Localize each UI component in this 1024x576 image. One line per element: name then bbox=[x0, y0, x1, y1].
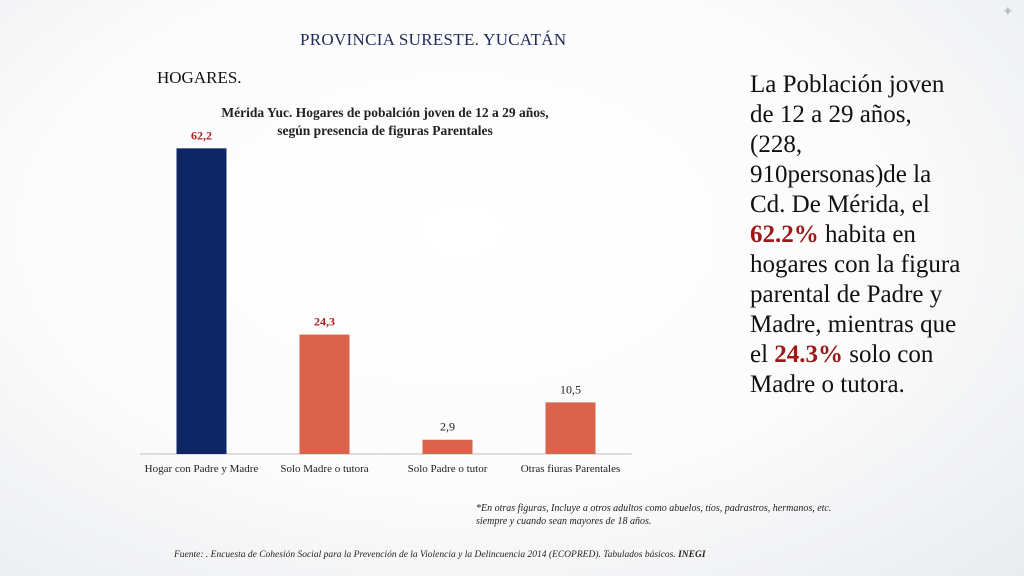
narrative-text bbox=[750, 70, 965, 400]
source-citation bbox=[174, 550, 706, 560]
footnote: *En otras figuras, Incluye a otros adultos como abuelos, tíos, padrastros, hermanos, etc. siempre y cuando sean mayores de 18 años. bbox=[476, 503, 832, 527]
source-text: Fuente: . Encuesta de Cohesión Social para la Prevención de la Violencia y la Delincuencia 2014 (ECOPRED). Tabulados básicos. bbox=[174, 550, 679, 560]
bar-4 bbox=[546, 402, 596, 454]
narrative-part-2: habita en hogares con la figura parental de Padre y Madre, mientras que el bbox=[750, 221, 961, 368]
category-label-3: Solo Padre o tutor bbox=[407, 463, 488, 475]
narrative-highlight-2: 24.3% bbox=[774, 341, 844, 368]
category-label-4: Otras fiuras Parentales bbox=[520, 463, 621, 475]
bar-1 bbox=[177, 148, 227, 454]
bar-2 bbox=[300, 335, 350, 454]
narrative-part-1: La Población joven de 12 a 29 años, (228, 910personas)de la Cd. De Mérida, el bbox=[750, 71, 945, 218]
category-label-2: Solo Madre o tutora bbox=[280, 463, 369, 475]
bar-value-label-3: 2,9 bbox=[440, 419, 455, 434]
bar-3 bbox=[423, 440, 473, 454]
corner-mark-icon: ✦ bbox=[1002, 5, 1014, 20]
category-label-1: Hogar con Padre y Madre bbox=[144, 463, 259, 475]
chart-title-line-2: según presencia de figuras Parentales bbox=[277, 123, 493, 138]
narrative-highlight-1: 62.2% bbox=[750, 221, 819, 248]
bar-value-label-4: 10,5 bbox=[560, 382, 581, 397]
chart-title-line-1: Mérida Yuc. Hogares de pobalción joven de 12 a 29 años, bbox=[221, 105, 549, 120]
source-org: INEGI bbox=[678, 550, 706, 560]
page-subtitle: HOGARES. bbox=[157, 68, 242, 87]
narrative-part-3: solo con Madre o tutora. bbox=[750, 341, 934, 398]
bar-value-label-2: 24,3 bbox=[314, 314, 335, 329]
bar-value-label-1: 62,2 bbox=[191, 128, 212, 143]
page-title: PROVINCIA SURESTE. YUCATÁN bbox=[300, 30, 567, 49]
